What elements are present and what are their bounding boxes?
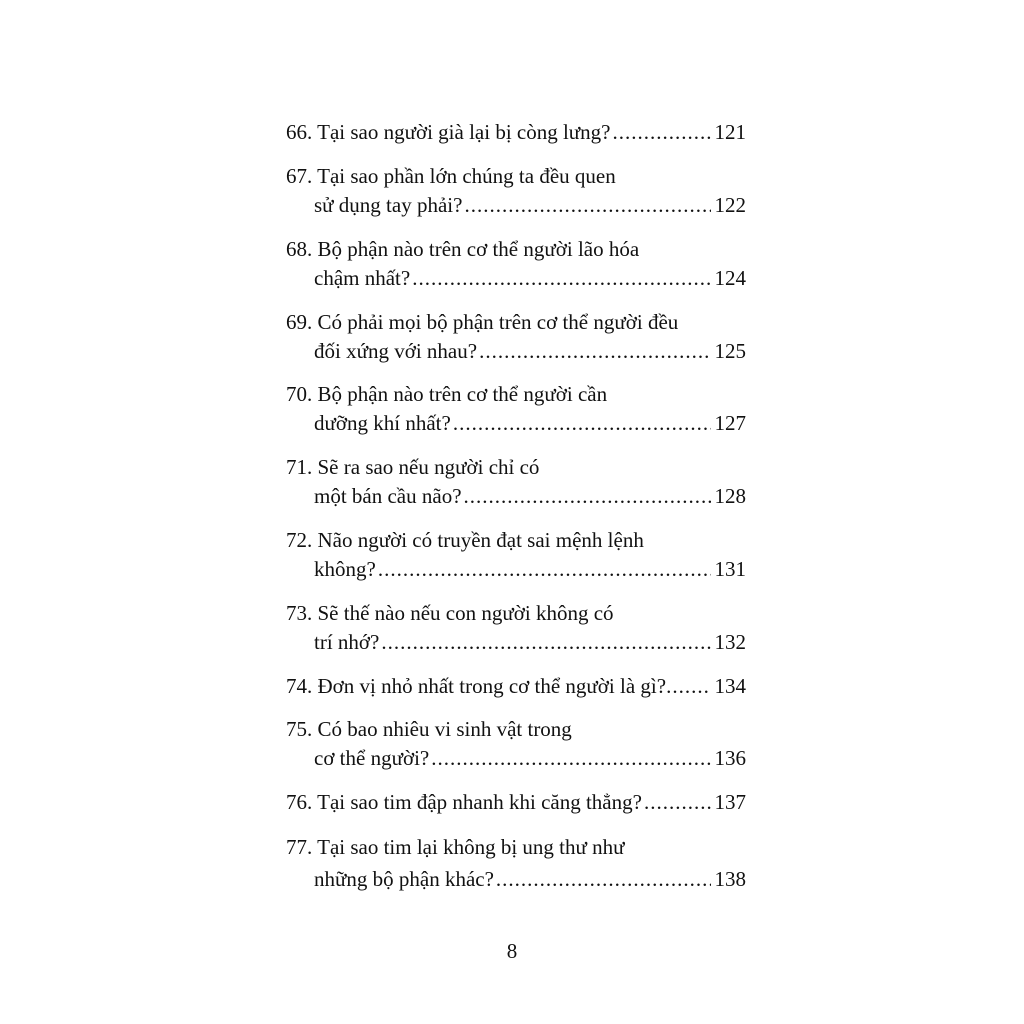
dot-leader bbox=[453, 410, 711, 436]
toc-entry-title: 76. Tại sao tim đập nhanh khi căng thẳng? bbox=[286, 790, 642, 814]
toc-entry-title: 73. Sẽ thế nào nếu con người không có bbox=[286, 601, 614, 625]
page-number: 8 bbox=[506, 939, 518, 963]
toc-entry-title-continuation: những bộ phận khác? bbox=[314, 867, 494, 891]
toc-entry-title: 74. Đơn vị nhỏ nhất trong cơ thể người là gì? bbox=[286, 674, 667, 698]
toc-entry-title-continuation: không? bbox=[314, 557, 376, 581]
toc-entry-75-continuation[interactable] bbox=[314, 745, 746, 771]
toc-entry-page: 124 bbox=[714, 266, 746, 290]
toc-entry-73[interactable] bbox=[286, 600, 746, 626]
toc-entry-title-continuation: trí nhớ? bbox=[314, 630, 380, 654]
toc-entry-title: 72. Não người có truyền đạt sai mệnh lệnh bbox=[286, 528, 644, 552]
toc-entry-page: 127 bbox=[714, 411, 746, 435]
toc-entry-title: 66. Tại sao người già lại bị còng lưng? bbox=[286, 120, 611, 144]
toc-entry-title: 75. Có bao nhiêu vi sinh vật trong bbox=[286, 717, 572, 741]
toc-entry-title-continuation: dưỡng khí nhất? bbox=[314, 411, 451, 435]
toc-entry-74[interactable] bbox=[286, 673, 746, 699]
dot-leader bbox=[496, 866, 711, 892]
toc-entry-70-continuation[interactable] bbox=[314, 410, 746, 436]
dot-leader bbox=[412, 265, 710, 291]
toc-entry-title-continuation: sử dụng tay phải? bbox=[314, 193, 463, 217]
toc-entry-page: 131 bbox=[714, 557, 746, 581]
toc-entry-title: 69. Có phải mọi bộ phận trên cơ thể người đều bbox=[286, 310, 679, 334]
dot-leader bbox=[378, 556, 711, 582]
dot-leader bbox=[479, 338, 710, 364]
toc-entry-title: 67. Tại sao phần lớn chúng ta đều quen bbox=[286, 164, 616, 188]
toc-entry-page: 125 bbox=[714, 339, 746, 363]
toc-entry-71-continuation[interactable] bbox=[314, 483, 746, 509]
toc-entry-page: 137 bbox=[714, 790, 746, 814]
toc-entry-67-continuation[interactable] bbox=[314, 192, 746, 218]
toc-entry-page: 136 bbox=[714, 746, 746, 770]
toc-entry-title: 70. Bộ phận nào trên cơ thể người cần bbox=[286, 382, 608, 406]
toc-entry-title: 68. Bộ phận nào trên cơ thể người lão hóa bbox=[286, 237, 640, 261]
toc-entry-70[interactable] bbox=[286, 381, 746, 407]
toc-entry-page: 138 bbox=[714, 867, 746, 891]
toc-entry-68-continuation[interactable] bbox=[314, 265, 746, 291]
toc-entry-69[interactable] bbox=[286, 309, 746, 335]
toc-entry-page: 134 bbox=[714, 674, 746, 698]
toc-entry-page: 122 bbox=[714, 193, 746, 217]
toc-entry-title-continuation: chậm nhất? bbox=[314, 266, 411, 290]
dot-leader bbox=[666, 673, 710, 699]
toc-entry-77[interactable] bbox=[286, 834, 746, 860]
toc-entry-67[interactable] bbox=[286, 163, 746, 189]
dot-leader bbox=[464, 483, 711, 509]
dot-leader bbox=[613, 119, 711, 145]
toc-entry-title-continuation: cơ thể người? bbox=[314, 746, 430, 770]
toc-entry-68[interactable] bbox=[286, 236, 746, 262]
toc-entry-page: 132 bbox=[714, 630, 746, 654]
toc-entry-title-continuation: đối xứng với nhau? bbox=[314, 339, 478, 363]
dot-leader bbox=[381, 629, 710, 655]
toc-entry-77-continuation[interactable] bbox=[314, 866, 746, 892]
toc-entry-75[interactable] bbox=[286, 716, 746, 742]
toc-entry-title: 71. Sẽ ra sao nếu người chỉ có bbox=[286, 455, 540, 479]
toc-entry-title-continuation: một bán cầu não? bbox=[314, 484, 462, 508]
toc-entry-title: 77. Tại sao tim lại không bị ung thư như bbox=[286, 835, 625, 859]
toc-entry-71[interactable] bbox=[286, 454, 746, 480]
toc-entry-69-continuation[interactable] bbox=[314, 338, 746, 364]
toc-entry-66[interactable] bbox=[286, 119, 746, 145]
toc-entry-76[interactable] bbox=[286, 789, 746, 815]
toc-entry-73-continuation[interactable] bbox=[314, 629, 746, 655]
dot-leader bbox=[431, 745, 710, 771]
toc-entry-72-continuation[interactable] bbox=[314, 556, 746, 582]
toc-entry-72[interactable] bbox=[286, 527, 746, 553]
dot-leader bbox=[644, 789, 711, 815]
dot-leader bbox=[464, 192, 710, 218]
toc-entry-page: 121 bbox=[714, 120, 746, 144]
toc-entry-page: 128 bbox=[714, 484, 746, 508]
